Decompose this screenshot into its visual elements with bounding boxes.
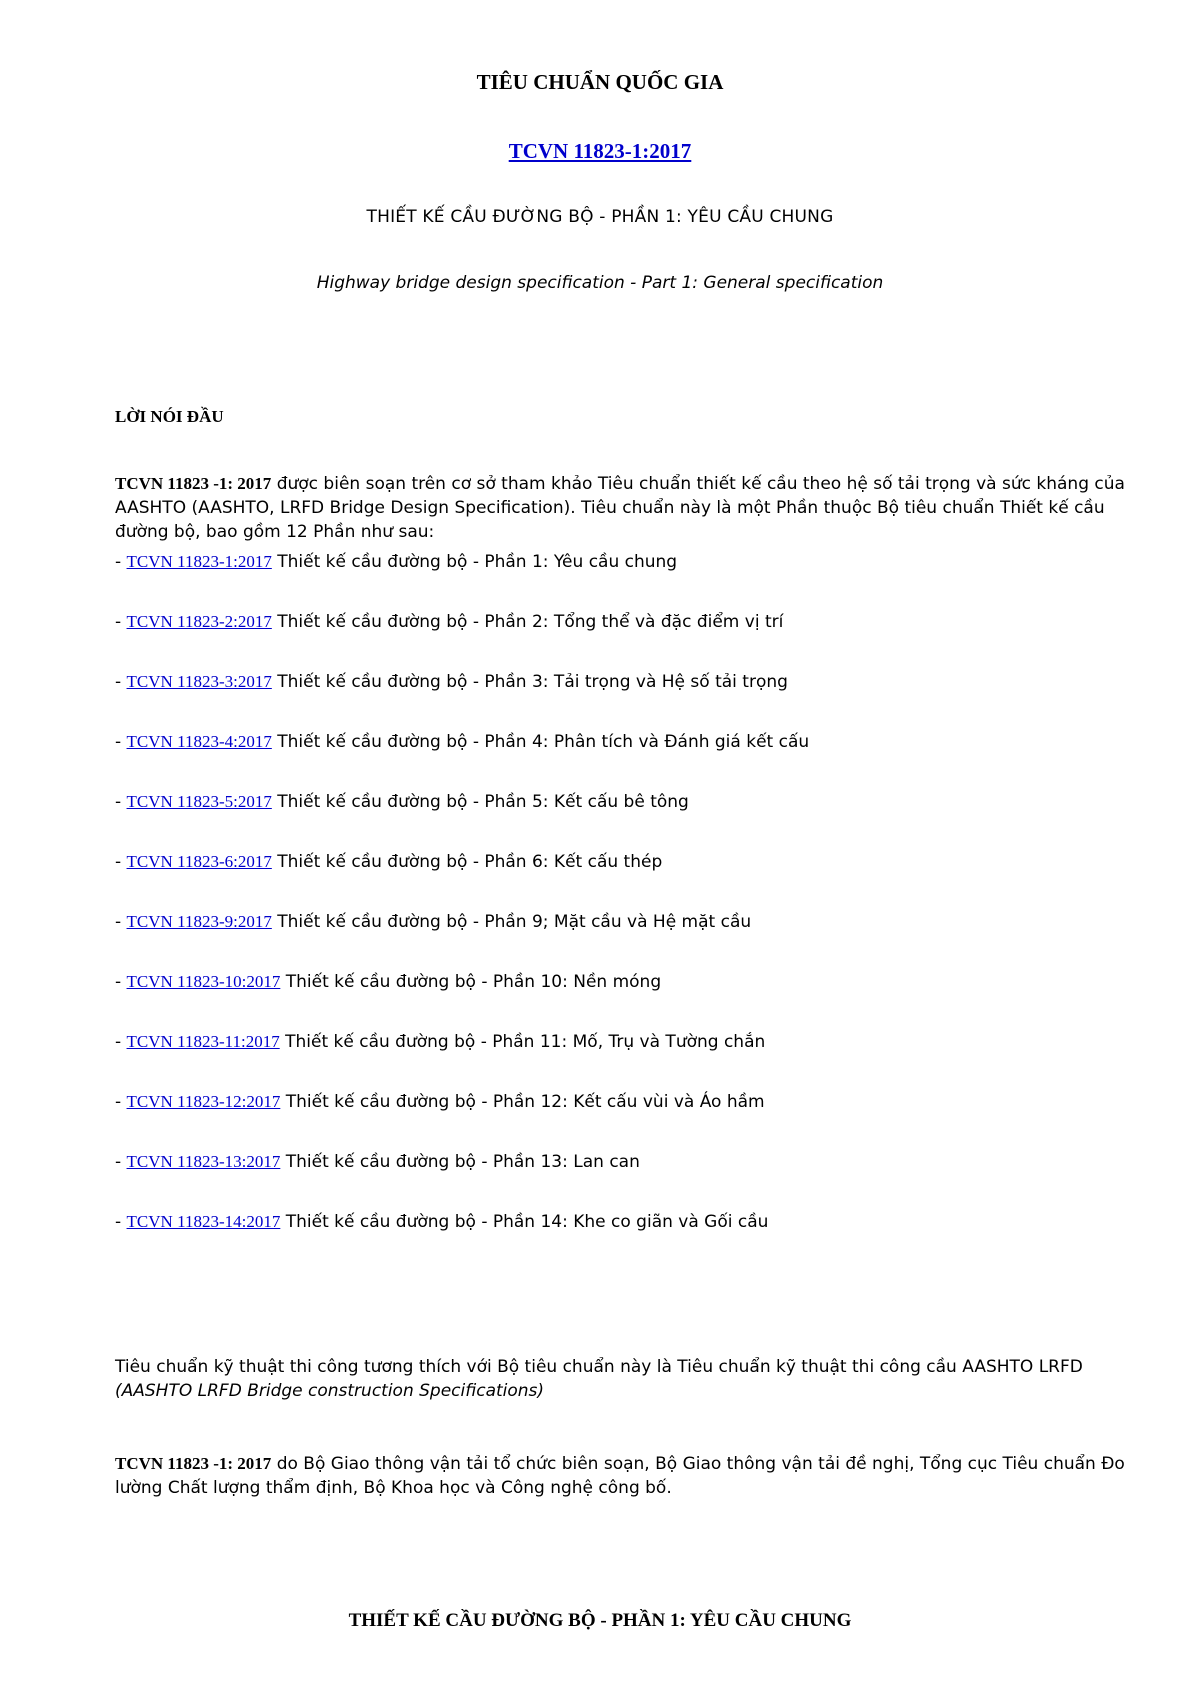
list-item-text: Thiết kế cầu đường bộ - Phần 13: Lan can — [280, 1152, 640, 1172]
list-item-dash: - — [115, 1032, 127, 1052]
preface-heading: LỜI NÓI ĐẦU — [115, 407, 224, 426]
list-item-text: Thiết kế cầu đường bộ - Phần 12: Kết cấu vùi và Áo hầm — [280, 1092, 765, 1112]
list-item-dash: - — [115, 1152, 127, 1172]
list-item — [115, 670, 1135, 694]
standard-code-heading — [0, 139, 1200, 164]
list-item-dash: - — [115, 792, 127, 812]
list-item-dash: - — [115, 852, 127, 872]
intro-code: TCVN 11823 -1: 2017 — [115, 474, 272, 493]
list-item-dash: - — [115, 672, 127, 692]
standard-link[interactable]: TCVN 11823-5:2017 — [126, 792, 272, 811]
list-item-dash: - — [115, 732, 127, 752]
list-item-dash: - — [115, 1212, 127, 1232]
list-item — [115, 850, 1135, 874]
list-item — [115, 970, 1135, 994]
note-text: Tiêu chuẩn kỹ thuật thi công tương thích với Bộ tiêu chuẩn này là Tiêu chuẩn kỹ thuật thi công cầu AASHTO LRFD — [115, 1357, 1083, 1377]
list-item — [115, 1210, 1135, 1234]
list-item-dash: - — [115, 612, 127, 632]
list-item — [115, 1150, 1135, 1174]
list-item-text: Thiết kế cầu đường bộ - Phần 4: Phân tích và Đánh giá kết cấu — [271, 732, 810, 752]
list-item-text: Thiết kế cầu đường bộ - Phần 10: Nền móng — [280, 972, 662, 992]
standard-link[interactable]: TCVN 11823-13:2017 — [126, 1152, 281, 1171]
list-item-dash: - — [115, 912, 127, 932]
standard-link[interactable]: TCVN 11823-9:2017 — [126, 912, 272, 931]
list-item — [115, 1090, 1135, 1114]
standard-link[interactable]: TCVN 11823-4:2017 — [126, 732, 272, 751]
list-item-dash: - — [115, 972, 127, 992]
list-item-dash: - — [115, 552, 127, 572]
standard-link[interactable]: TCVN 11823-14:2017 — [126, 1212, 281, 1231]
standard-link[interactable]: TCVN 11823-10:2017 — [126, 972, 281, 991]
standard-link[interactable]: TCVN 11823-2:2017 — [126, 612, 272, 631]
standard-code-link[interactable]: TCVN 11823-1:2017 — [508, 139, 692, 163]
standard-link[interactable]: TCVN 11823-6:2017 — [126, 852, 272, 871]
list-item — [115, 730, 1135, 754]
issued-text: do Bộ Giao thông vận tải tổ chức biên soạn, Bộ Giao thông vận tải đề nghị, Tổng cục Tiêu chuẩn Đo lường Chất lượng thẩm định, Bộ Khoa học và Công nghệ công bố. — [115, 1454, 1125, 1498]
list-item-text: Thiết kế cầu đường bộ - Phần 2: Tổng thể và đặc điểm vị trí — [271, 612, 784, 632]
list-item-text: Thiết kế cầu đường bộ - Phần 5: Kết cấu bê tông — [271, 792, 689, 812]
list-item-dash: - — [115, 1092, 127, 1112]
national-standard-title: TIÊU CHUẨN QUỐC GIA — [476, 70, 724, 94]
list-item-text: Thiết kế cầu đường bộ - Phần 14: Khe co giãn và Gối cầu — [280, 1212, 769, 1232]
intro-text: được biên soạn trên cơ sở tham khảo Tiêu chuẩn thiết kế cầu theo hệ số tải trọng và sức kháng của AASHTO (AASHTO, LRFD Bridge Design Specification). Tiêu chuẩn này là một Phần thuộc Bộ tiêu chuẩn Thiết kế cầu đường bộ, bao gồm 12 Phần như sau: — [115, 474, 1125, 542]
list-item — [115, 790, 1135, 814]
standard-link[interactable]: TCVN 11823-11:2017 — [126, 1032, 280, 1051]
list-item — [115, 550, 1135, 574]
standard-link[interactable]: TCVN 11823-1:2017 — [126, 552, 272, 571]
document-title-vn: THIẾT KẾ CẦU ĐƯỜNG BỘ - PHẦN 1: YÊU CẦU CHUNG — [366, 207, 834, 227]
construction-note — [115, 1355, 1135, 1403]
list-item-text: Thiết kế cầu đường bộ - Phần 11: Mố, Trụ và Tường chắn — [279, 1032, 766, 1052]
issued-code: TCVN 11823 -1: 2017 — [115, 1454, 272, 1473]
note-italic: (AASHTO LRFD Bridge construction Specifications) — [115, 1381, 545, 1401]
issuance-paragraph — [115, 1452, 1135, 1500]
document-title-en: Highway bridge design specification - Part 1: General specification — [316, 273, 884, 293]
section-title: THIẾT KẾ CẦU ĐƯỜNG BỘ - PHẦN 1: YÊU CẦU CHUNG — [348, 1610, 852, 1631]
list-item-text: Thiết kế cầu đường bộ - Phần 1: Yêu cầu chung — [271, 552, 678, 572]
standard-link[interactable]: TCVN 11823-12:2017 — [126, 1092, 281, 1111]
list-item-text: Thiết kế cầu đường bộ - Phần 9; Mặt cầu và Hệ mặt cầu — [271, 912, 752, 932]
list-item — [115, 910, 1135, 934]
list-item-text: Thiết kế cầu đường bộ - Phần 3: Tải trọng và Hệ số tải trọng — [271, 672, 788, 692]
list-item — [115, 1030, 1135, 1054]
standard-link[interactable]: TCVN 11823-3:2017 — [126, 672, 272, 691]
list-item-text: Thiết kế cầu đường bộ - Phần 6: Kết cấu thép — [271, 852, 663, 872]
preface-intro — [115, 472, 1135, 544]
list-item — [115, 610, 1135, 634]
